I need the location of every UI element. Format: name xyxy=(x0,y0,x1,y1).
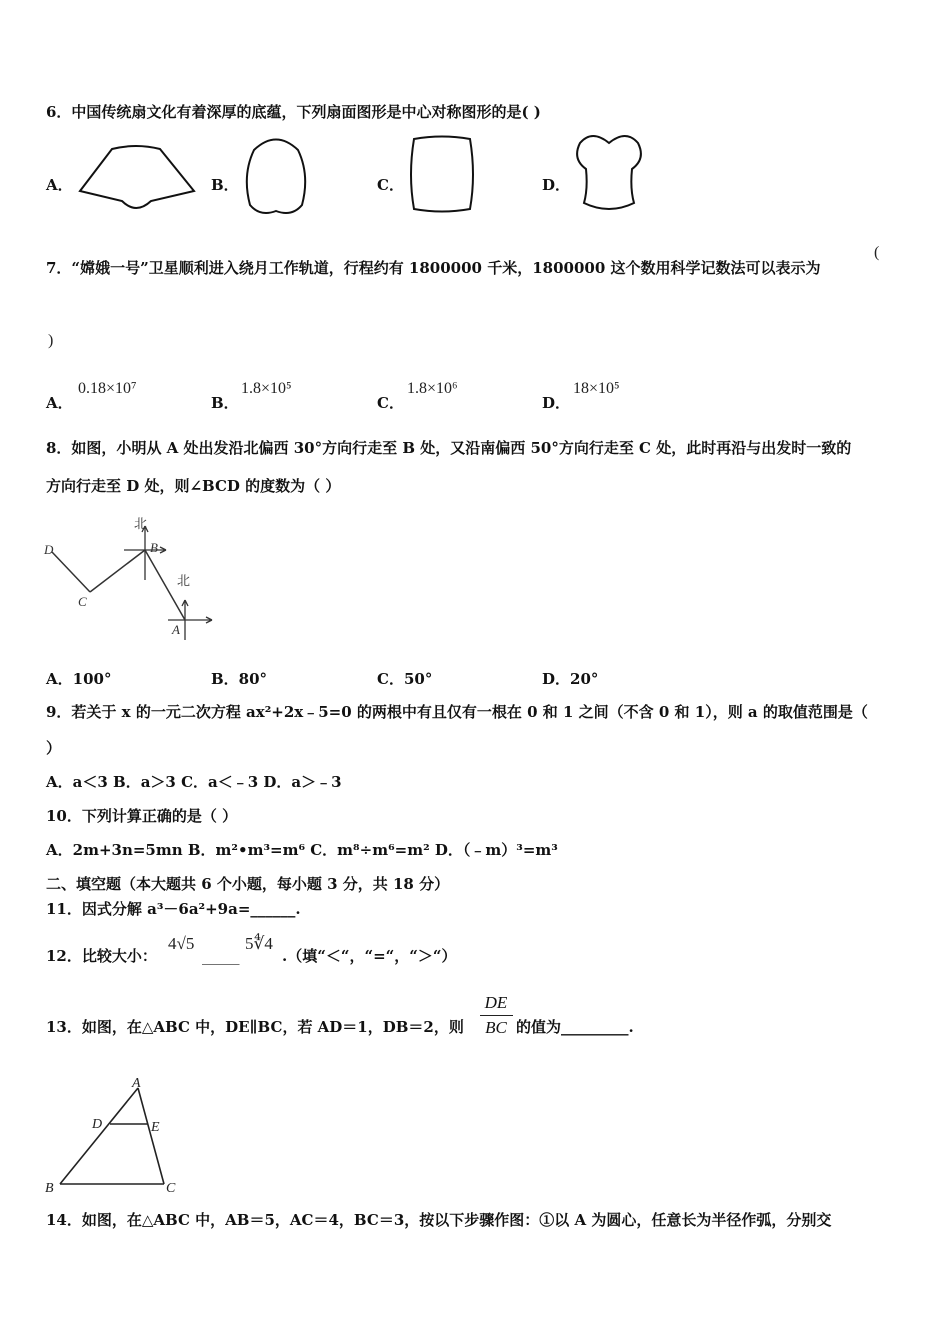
tri-d-label: D xyxy=(92,1117,103,1132)
q14-text: 14．如图，在△ABC 中，AB＝5，AC＝4，BC＝3，按以下步骤作图：①以 A 为圆心，任意长为半径作弧，分别交 xyxy=(46,1211,832,1229)
q7-option-b-value: 1.8×10⁵ xyxy=(241,380,292,397)
q13-suffix: 的值为_________. xyxy=(516,1018,634,1036)
q7-option-a-value: 0.18×10⁷ xyxy=(78,380,137,397)
direction-figure xyxy=(40,512,220,647)
fan-shape-a xyxy=(76,143,198,213)
q10-text: 10．下列计算正确的是（ ） xyxy=(46,807,238,825)
north-label-b: 北 xyxy=(134,516,148,531)
point-b-label: B xyxy=(150,540,158,555)
fan-shape-d xyxy=(572,133,646,215)
fan-shape-b xyxy=(240,135,312,217)
q8-line2: 方向行走至 D 处，则∠BCD 的度数为（ ） xyxy=(46,477,341,495)
q9-line1: 9．若关于 x 的一元二次方程 ax²+2x﹣5=0 的两根中有且仅有一根在 0 和 1 之间（不含 0 和 1），则 a 的取值范围是（ xyxy=(46,703,868,721)
q6-option-a-label: A． xyxy=(46,176,73,194)
q9-options: A．a＜3 B．a＞3 C．a＜﹣3 D．a＞﹣3 xyxy=(46,773,342,791)
q13-text: 13．如图，在△ABC 中，DE∥BC，若 AD＝1，DB＝2，则 xyxy=(46,1018,464,1036)
q10-options: A．2m+3n=5mn B．m²•m³=m⁶ C．m⁸÷m⁶=m² D．（﹣m）³=m³ xyxy=(46,841,558,859)
q13-fraction-numerator: DE xyxy=(484,993,508,1012)
q6-option-d-label: D． xyxy=(542,176,571,194)
q7-option-b-label: B． xyxy=(211,394,239,412)
q7-option-c-label: C． xyxy=(377,394,404,412)
q6-text: 6．中国传统扇文化有着深厚的底蕴，下列扇面图形是中心对称图形的是( ) xyxy=(46,103,541,121)
q7-option-c-value: 1.8×10⁶ xyxy=(407,380,458,397)
q7-open-paren: ( xyxy=(874,244,880,261)
q6-option-c-label: C． xyxy=(377,176,404,194)
q12-left-expr: 4√5 xyxy=(168,934,195,953)
tri-c-label: C xyxy=(166,1181,176,1196)
tri-b-label: B xyxy=(45,1181,54,1196)
point-a-label: A xyxy=(172,622,180,637)
point-c-label: C xyxy=(78,594,87,609)
fan-shape-c xyxy=(404,135,480,215)
q7-text: 7．“嫦娥一号”卫星顺利进入绕月工作轨道，行程约有 1800000 千米，1800000 这个数用科学记数法可以表示为 xyxy=(46,259,821,277)
q7-option-d-label: D． xyxy=(542,394,571,412)
q12-prefix: 12．比较大小： xyxy=(46,947,157,965)
q7-option-a-label: A． xyxy=(46,394,73,412)
q12-suffix: .（填“＜“，“=“，“＞“） xyxy=(282,947,457,965)
q13-fraction-denominator: BC xyxy=(485,1018,507,1037)
q8-option-a: A．100° xyxy=(46,670,112,688)
point-d-label: D xyxy=(44,542,54,557)
north-label-a: 北 xyxy=(177,573,191,588)
q11-text: 11．因式分解 a³－6a²+9a=______. xyxy=(46,900,301,918)
section2-heading: 二、填空题（本大题共 6 个小题，每小题 3 分，共 18 分） xyxy=(46,875,450,893)
q12-blank: _____ xyxy=(202,947,240,965)
tri-e-label: E xyxy=(151,1120,160,1135)
q9-line2: ） xyxy=(46,739,62,757)
q7-option-d-value: 18×10⁵ xyxy=(573,380,620,397)
q12-right-expr: 5∜4 xyxy=(245,934,273,953)
q8-line1: 8．如图，小明从 A 处出发沿北偏西 30°方向行走至 B 处，又沿南偏西 50°方向行走至 C 处，此时再沿与出发时一致的 xyxy=(46,439,852,457)
tri-a-label: A xyxy=(132,1076,141,1091)
q8-option-b: B．80° xyxy=(211,670,268,688)
q6-option-b-label: B． xyxy=(211,176,239,194)
q7-close-paren: ) xyxy=(48,332,54,349)
triangle-figure xyxy=(40,1076,190,1198)
q13-fraction-bar xyxy=(480,1015,513,1016)
q8-option-d: D．20° xyxy=(542,670,599,688)
q8-option-c: C．50° xyxy=(377,670,433,688)
